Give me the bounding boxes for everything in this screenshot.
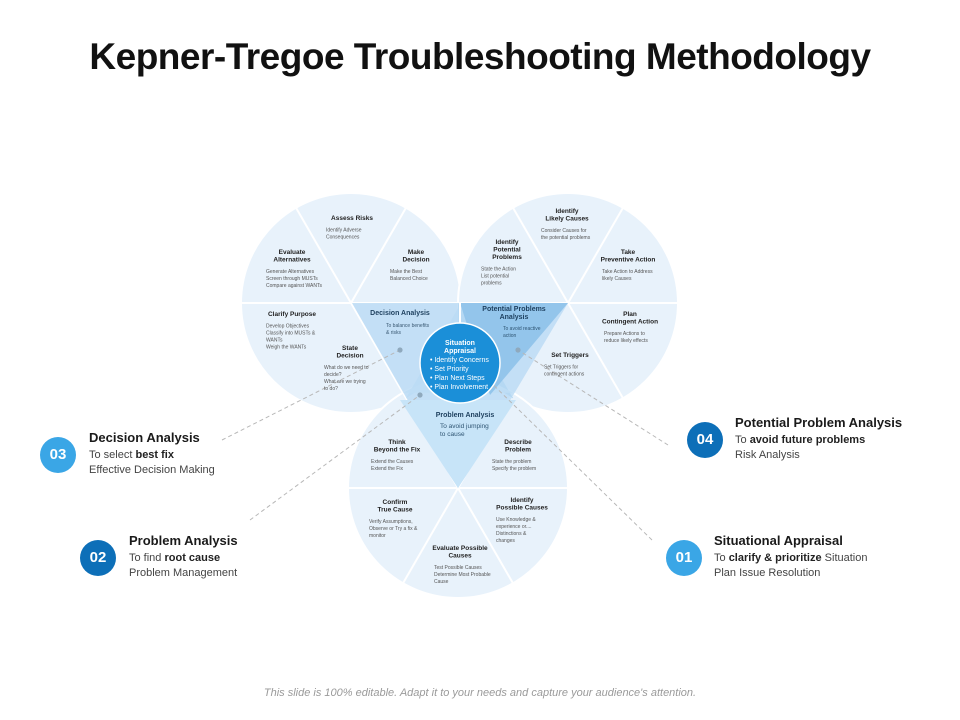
decision-segment-bullet: Balanced Choice: [390, 276, 428, 282]
potential-segment-bullet: State the Action: [481, 266, 517, 273]
problem-segment-bullet: Specify the problem: [492, 466, 537, 472]
callout-number-situational-appraisal: 01: [666, 540, 702, 576]
decision-segment-title-0: Assess Risks: [331, 215, 373, 222]
problem-segment-bullet: changes: [496, 538, 515, 544]
potential-segment-title-1: Take Preventive Action: [600, 249, 656, 264]
callout-line-2: Risk Analysis: [735, 449, 800, 461]
decision-segment-bullet: WANTs: [266, 337, 283, 344]
callout-line-2: Effective Decision Making: [89, 464, 215, 476]
connector-decision-dot: [397, 347, 402, 352]
potential-segment-bullet: likely Causes: [602, 276, 632, 282]
potential-segment-bullet: problems: [481, 280, 502, 287]
problem-segment-title-1: Identify Possible Causes: [496, 497, 548, 512]
callout-potential-problem-analysis: [735, 415, 955, 464]
potential-segment-bullet: Take Action to Address: [602, 269, 653, 275]
problem-segment-bullet: Determine Most Probable: [434, 572, 491, 578]
decision-segment-title-2: State Decision: [336, 345, 364, 360]
problem-segment-bullet: State the problem: [492, 459, 532, 465]
potential-segment-title-2: Plan Contingent Action: [601, 311, 659, 326]
decision-segment-bullet: Classify into MUSTs &: [266, 330, 316, 337]
connector-problem-dot: [417, 392, 422, 397]
potential-segment-title-3: Set Triggers: [551, 352, 589, 359]
problem-segment-bullet: Verify Assumptions,: [369, 519, 413, 525]
callout-line-2: Plan Issue Resolution: [714, 567, 821, 579]
decision-segment-bullet: Identify Adverse: [326, 227, 362, 234]
decision-segment-bullet: to do?: [324, 386, 338, 392]
potential-problems-label: Potential Problems Analysis: [482, 306, 546, 321]
problem-segment-bullet: Distinctions &: [496, 531, 527, 537]
potential-segment-bullet: Set Triggers for: [544, 364, 579, 371]
problem-analysis-label: Problem Analysis: [435, 412, 495, 419]
problem-segment-bullet: Test Possible Causes: [434, 565, 482, 571]
decision-segment-bullet: What do we need to: [324, 365, 369, 371]
connector-potential-dot: [515, 347, 520, 352]
potential-segment-bullet: Consider Causes for: [541, 228, 587, 234]
potential-segment-bullet: the potential problems: [541, 235, 591, 241]
potential-segment-bullet: reduce likely effects: [604, 338, 648, 344]
decision-analysis-bullet: & risks: [386, 330, 401, 336]
callout-line-1: To select best fix: [89, 449, 174, 461]
decision-segment-bullet: Generate Alternatives: [266, 269, 315, 275]
situation-appraisal-bullet: • Set Priority: [430, 366, 469, 373]
callout-line-1: To clarify & prioritize Situation: [714, 552, 868, 564]
situation-appraisal-title: Situation Appraisal: [444, 340, 476, 355]
problem-analysis-bullet: To avoid jumping: [440, 423, 489, 430]
decision-segment-title-1: Make Decision: [402, 249, 430, 264]
problem-segment-title-0: Describe Problem: [504, 439, 532, 454]
callout-number-potential-problem-analysis: 04: [687, 422, 723, 458]
problem-segment-title-3: Confirm True Cause: [377, 499, 413, 514]
problem-segment-title-2: Evaluate Possible Causes: [432, 545, 488, 560]
decision-segment-bullet: decide?: [324, 372, 342, 378]
potential-segment-title-4: Identify Potential Problems: [492, 239, 522, 261]
decision-segment-bullet: Screen through MUSTs: [266, 276, 318, 282]
decision-segment-title-4: Evaluate Alternatives: [273, 249, 311, 264]
callout-situational-appraisal: [714, 533, 944, 582]
situation-appraisal-bullet: • Plan Involvement: [430, 384, 489, 391]
potential-segment-title-0: Identify Likely Causes: [545, 208, 589, 223]
situation-appraisal-bullet: • Identify Concerns: [430, 357, 489, 364]
decision-segment-title-3: Clarify Purpose: [267, 311, 317, 318]
situation-appraisal-bullet: • Plan Next Steps: [430, 375, 485, 382]
problem-segment-bullet: monitor: [369, 533, 386, 539]
problem-segment-bullet: Extend the Causes: [371, 459, 414, 465]
callout-decision-analysis: [89, 430, 349, 479]
problem-analysis-bullet: to cause: [440, 431, 465, 438]
problem-segment-bullet: Extend the Fix: [371, 466, 403, 472]
callout-number-problem-analysis: 02: [80, 540, 116, 576]
callout-title: Potential Problem Analysis: [735, 415, 903, 430]
potential-segment-bullet: Prepare Actions to: [604, 331, 645, 337]
callout-line-1: To find root cause: [129, 552, 221, 564]
callout-line-2: Problem Management: [129, 567, 238, 579]
decision-analysis-label: Decision Analysis: [370, 310, 430, 317]
problem-segment-bullet: experience or....: [496, 524, 532, 530]
callout-problem-analysis: [129, 533, 389, 582]
decision-segment-bullet: Weigh the WANTs: [266, 344, 307, 351]
problem-segment-bullet: Use Knowledge &: [496, 517, 536, 523]
callout-number-decision-analysis: 03: [40, 437, 76, 473]
callout-title: Decision Analysis: [89, 430, 200, 445]
potential-problems-bullet: To avoid reactive: [503, 326, 541, 332]
problem-segment-bullet: Observe or Try a fix &: [369, 526, 418, 532]
decision-segment-bullet: Compare against WANTs: [266, 283, 322, 289]
potential-segment-bullet: List potential: [481, 273, 510, 280]
footer-note: This slide is 100% editable. Adapt it to your needs and capture your audience's attention.: [263, 687, 697, 699]
decision-segment-bullet: What are we trying: [324, 379, 366, 385]
problem-segment-bullet: Cause: [434, 579, 449, 585]
page-title: Kepner-Tregoe Troubleshooting Methodology: [89, 36, 871, 77]
decision-segment-bullet: Make the Best: [390, 269, 422, 275]
potential-problems-bullet: action: [503, 333, 517, 339]
decision-segment-bullet: Consequences: [326, 234, 360, 241]
callout-line-1: To avoid future problems: [735, 434, 866, 446]
callout-title: Problem Analysis: [129, 533, 238, 548]
problem-segment-title-4: Think Beyond the Fix: [373, 439, 421, 454]
callout-title: Situational Appraisal: [714, 533, 843, 548]
decision-segment-bullet: Develop Objectives: [266, 323, 310, 330]
potential-segment-bullet: contingent actions: [544, 371, 585, 378]
decision-analysis-bullet: To balance benefits: [386, 323, 430, 329]
